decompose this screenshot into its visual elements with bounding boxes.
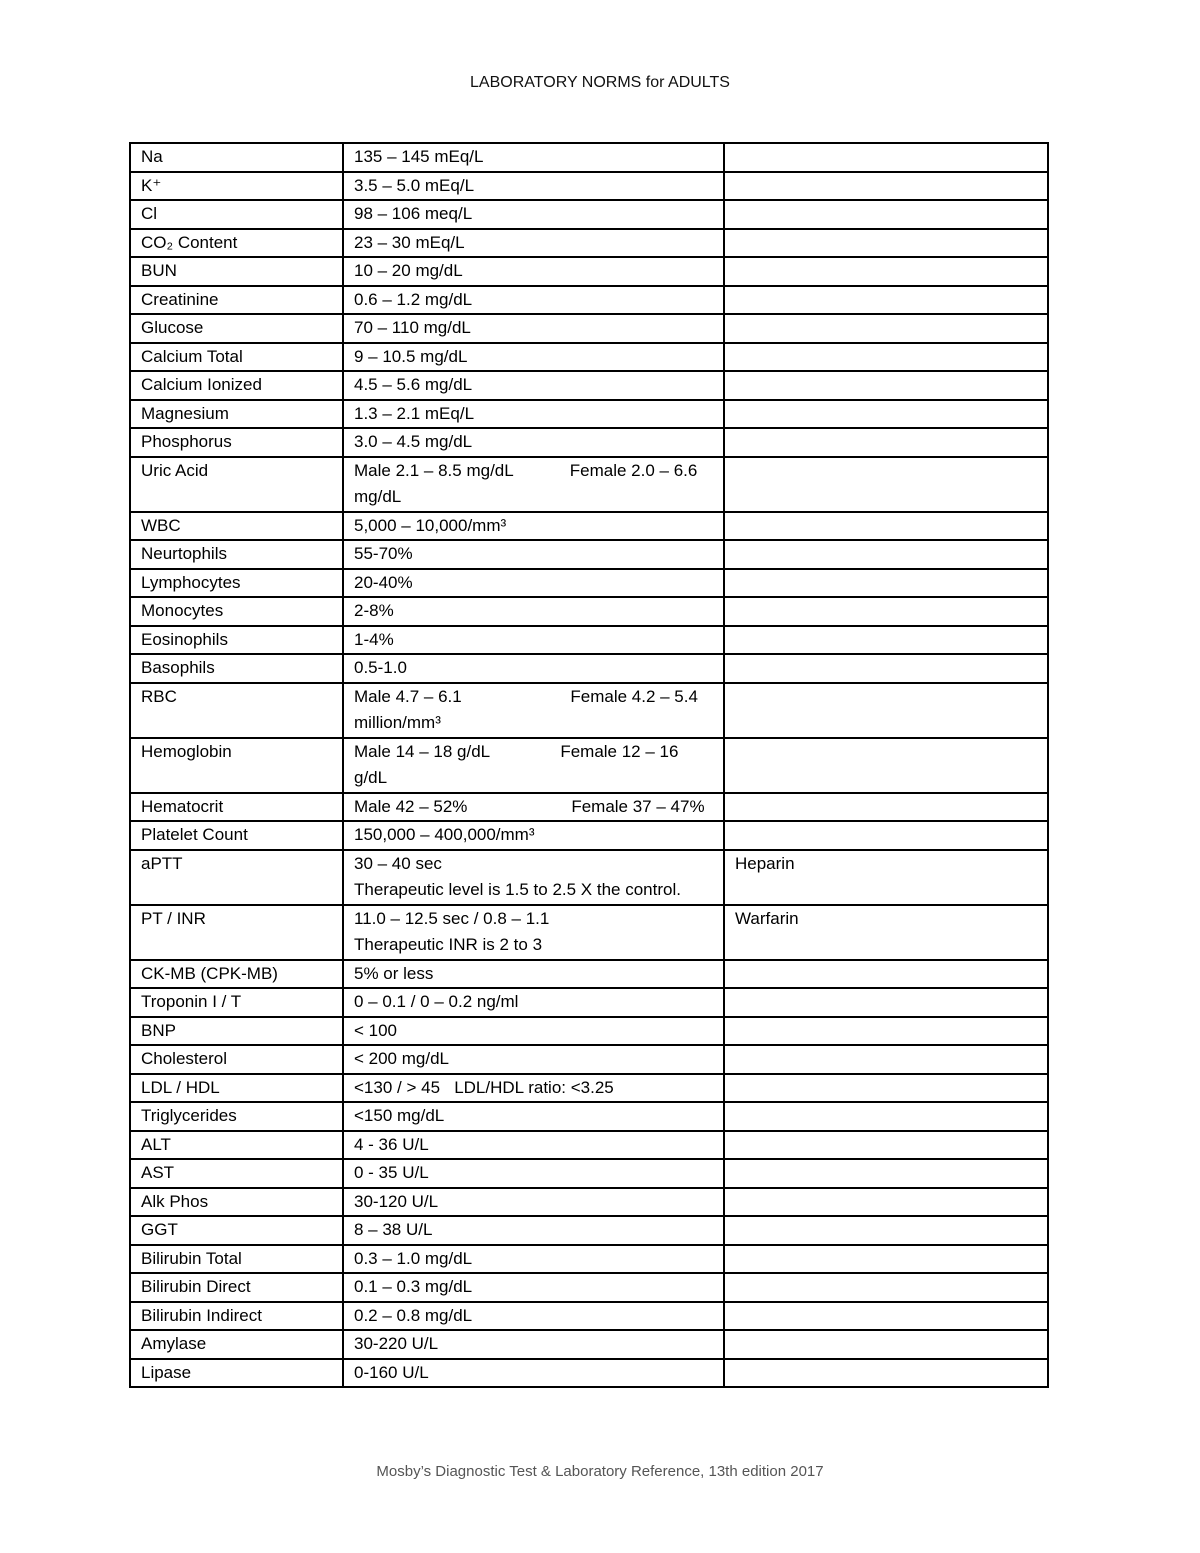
test-name-cell: Magnesium [130,400,343,429]
test-name-cell: Glucose [130,314,343,343]
note-cell [724,683,1048,738]
note-cell [724,172,1048,201]
normal-range-cell: Male 14 – 18 g/dL Female 12 – 16 g/dL [343,738,724,793]
test-name-cell: Cl [130,200,343,229]
table-row [130,683,1048,738]
normal-range-cell: 0 - 35 U/L [343,1159,724,1188]
table-row [130,314,1048,343]
note-cell [724,793,1048,822]
normal-range-cell: 30-220 U/L [343,1330,724,1359]
normal-range-cell: 10 – 20 mg/dL [343,257,724,286]
note-cell [724,1273,1048,1302]
table-row [130,1017,1048,1046]
table-row [130,229,1048,258]
table-row [130,1188,1048,1217]
page-title: LABORATORY NORMS for ADULTS [470,74,730,91]
normal-range-cell: 23 – 30 mEq/L [343,229,724,258]
table-row [130,905,1048,960]
test-name-cell: ALT [130,1131,343,1160]
normal-range-cell: <130 / > 45 LDL/HDL ratio: <3.25 [343,1074,724,1103]
table-row [130,960,1048,989]
normal-range-cell: 3.0 – 4.5 mg/dL [343,428,724,457]
test-name-cell: GGT [130,1216,343,1245]
test-name-cell: Neurtophils [130,540,343,569]
normal-range-cell: 20-40% [343,569,724,598]
table-row [130,597,1048,626]
normal-range-cell: 135 – 145 mEq/L [343,143,724,172]
test-name-cell: RBC [130,683,343,738]
test-name-cell: K⁺ [130,172,343,201]
test-name-cell: WBC [130,512,343,541]
normal-range-cell: 4.5 – 5.6 mg/dL [343,371,724,400]
test-name-cell: Na [130,143,343,172]
note-cell [724,1131,1048,1160]
normal-range-cell: 150,000 – 400,000/mm³ [343,821,724,850]
note-cell [724,1302,1048,1331]
note-cell [724,1216,1048,1245]
note-cell [724,626,1048,655]
note-cell [724,540,1048,569]
note-cell [724,654,1048,683]
test-name-cell: Calcium Ionized [130,371,343,400]
test-name-cell: Cholesterol [130,1045,343,1074]
table-row [130,1045,1048,1074]
normal-range-cell: 0.6 – 1.2 mg/dL [343,286,724,315]
table-row [130,569,1048,598]
normal-range-cell: Male 42 – 52% Female 37 – 47% [343,793,724,822]
normal-range-cell: 0.5-1.0 [343,654,724,683]
normal-range-cell: 9 – 10.5 mg/dL [343,343,724,372]
normal-range-cell: 55-70% [343,540,724,569]
test-name-cell: BNP [130,1017,343,1046]
note-cell [724,988,1048,1017]
test-name-cell: Hematocrit [130,793,343,822]
source-citation: Mosby’s Diagnostic Test & Laboratory Reference, 13th edition 2017 [376,1463,824,1480]
note-cell [724,257,1048,286]
normal-range-cell: Male 4.7 – 6.1 Female 4.2 – 5.4 million/mm³ [343,683,724,738]
table-row [130,1330,1048,1359]
note-cell: Warfarin [724,905,1048,960]
table-row [130,143,1048,172]
table-row [130,540,1048,569]
test-name-cell: Uric Acid [130,457,343,512]
table-row [130,738,1048,793]
table-row [130,1359,1048,1388]
table-row [130,1245,1048,1274]
test-name-cell: Bilirubin Total [130,1245,343,1274]
table-row [130,428,1048,457]
test-name-cell: LDL / HDL [130,1074,343,1103]
table-row [130,1159,1048,1188]
normal-range-cell: 30-120 U/L [343,1188,724,1217]
normal-range-cell: Male 2.1 – 8.5 mg/dL Female 2.0 – 6.6 mg/dL [343,457,724,512]
note-cell [724,400,1048,429]
test-name-cell: Bilirubin Indirect [130,1302,343,1331]
note-cell [724,314,1048,343]
normal-range-cell: 5% or less [343,960,724,989]
table-row [130,343,1048,372]
normal-range-cell: 1.3 – 2.1 mEq/L [343,400,724,429]
table-row [130,1273,1048,1302]
note-cell [724,1245,1048,1274]
note-cell [724,428,1048,457]
normal-range-cell: 0 – 0.1 / 0 – 0.2 ng/ml [343,988,724,1017]
table-row [130,371,1048,400]
table-row [130,400,1048,429]
note-cell [724,286,1048,315]
table-row [130,286,1048,315]
note-cell [724,1330,1048,1359]
note-cell [724,143,1048,172]
note-cell [724,457,1048,512]
normal-range-cell: <150 mg/dL [343,1102,724,1131]
test-name-cell: Alk Phos [130,1188,343,1217]
note-cell [724,1017,1048,1046]
table-row [130,1074,1048,1103]
test-name-cell: CO₂ Content [130,229,343,258]
note-cell [724,569,1048,598]
note-cell [724,229,1048,258]
note-cell [724,1074,1048,1103]
note-cell [724,1359,1048,1388]
normal-range-cell: < 100 [343,1017,724,1046]
normal-range-cell: 70 – 110 mg/dL [343,314,724,343]
note-cell: Heparin [724,850,1048,905]
test-name-cell: Amylase [130,1330,343,1359]
table-row [130,1302,1048,1331]
test-name-cell: Creatinine [130,286,343,315]
normal-range-cell: 0.3 – 1.0 mg/dL [343,1245,724,1274]
test-name-cell: Monocytes [130,597,343,626]
note-cell [724,512,1048,541]
test-name-cell: BUN [130,257,343,286]
test-name-cell: Lipase [130,1359,343,1388]
note-cell [724,343,1048,372]
lab-norms-table [129,142,1049,1388]
note-cell [724,1188,1048,1217]
normal-range-cell: < 200 mg/dL [343,1045,724,1074]
test-name-cell: Calcium Total [130,343,343,372]
note-cell [724,738,1048,793]
normal-range-cell: 3.5 – 5.0 mEq/L [343,172,724,201]
test-name-cell: Hemoglobin [130,738,343,793]
normal-range-cell: 0.1 – 0.3 mg/dL [343,1273,724,1302]
normal-range-cell: 0-160 U/L [343,1359,724,1388]
test-name-cell: aPTT [130,850,343,905]
test-name-cell: Troponin I / T [130,988,343,1017]
note-cell [724,597,1048,626]
note-cell [724,960,1048,989]
test-name-cell: Lymphocytes [130,569,343,598]
table-row [130,654,1048,683]
normal-range-cell: 4 - 36 U/L [343,1131,724,1160]
note-cell [724,200,1048,229]
table-row [130,626,1048,655]
test-name-cell: Phosphorus [130,428,343,457]
note-cell [724,1159,1048,1188]
normal-range-cell: 0.2 – 0.8 mg/dL [343,1302,724,1331]
test-name-cell: Platelet Count [130,821,343,850]
table-row [130,457,1048,512]
table-row [130,172,1048,201]
normal-range-cell: 30 – 40 sec Therapeutic level is 1.5 to 2.5 X the control. [343,850,724,905]
note-cell [724,821,1048,850]
table-row [130,200,1048,229]
note-cell [724,1045,1048,1074]
test-name-cell: Eosinophils [130,626,343,655]
test-name-cell: Triglycerides [130,1102,343,1131]
note-cell [724,371,1048,400]
table-row [130,821,1048,850]
table-row [130,512,1048,541]
table-row [130,257,1048,286]
lab-norms-table-body [130,143,1048,1387]
normal-range-cell: 11.0 – 12.5 sec / 0.8 – 1.1 Therapeutic INR is 2 to 3 [343,905,724,960]
table-row [130,850,1048,905]
test-name-cell: CK-MB (CPK-MB) [130,960,343,989]
normal-range-cell: 5,000 – 10,000/mm³ [343,512,724,541]
note-cell [724,1102,1048,1131]
table-row [130,1216,1048,1245]
test-name-cell: Bilirubin Direct [130,1273,343,1302]
table-row [130,1131,1048,1160]
normal-range-cell: 2-8% [343,597,724,626]
table-row [130,1102,1048,1131]
normal-range-cell: 98 – 106 meq/L [343,200,724,229]
test-name-cell: PT / INR [130,905,343,960]
normal-range-cell: 8 – 38 U/L [343,1216,724,1245]
test-name-cell: AST [130,1159,343,1188]
table-row [130,793,1048,822]
test-name-cell: Basophils [130,654,343,683]
normal-range-cell: 1-4% [343,626,724,655]
table-row [130,988,1048,1017]
